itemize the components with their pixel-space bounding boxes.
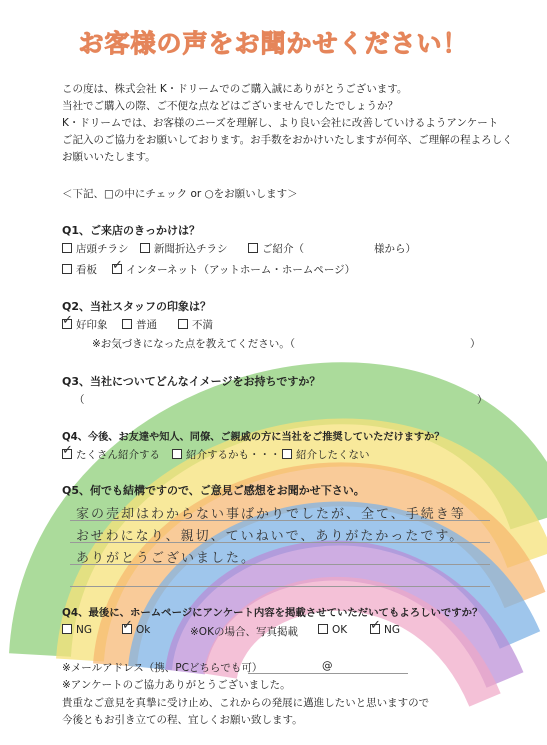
checkbox[interactable] xyxy=(318,624,328,634)
q5-answer-line-2[interactable]: おせわになり、親切、ていねいで、ありがたかったです。 xyxy=(76,529,465,544)
q2-option-normal[interactable] xyxy=(122,317,157,332)
q6-option-ok[interactable] xyxy=(122,624,150,636)
q1-option-flyer[interactable] xyxy=(62,241,129,256)
email-label: ※メールアドレス（携、PCどちらでも可） xyxy=(62,662,263,674)
option-label: ご紹介（ xyxy=(262,243,304,255)
q6-photo-ok[interactable] xyxy=(318,624,347,636)
checkbox-checked[interactable] xyxy=(122,624,132,634)
intro-line-5: お願いいたします。 xyxy=(62,151,156,163)
option-label: たくさん紹介する xyxy=(76,449,160,461)
q3-label: Q3、当社についてどんなイメージをお持ちですか？ xyxy=(62,375,321,388)
page-title: お客様の声をお聞かせください！ xyxy=(78,29,469,58)
email-input-line[interactable] xyxy=(248,673,408,674)
q1-label: Q1、ご来店のきっかけは？ xyxy=(62,224,201,237)
closing-line-2: 今後ともお引き立ての程、宜しくお願い致します。 xyxy=(62,714,303,726)
thanks-note: ※アンケートのご協力ありがとうございました。 xyxy=(62,679,291,691)
q1-option-internet[interactable] xyxy=(112,262,355,277)
q4-option-many[interactable] xyxy=(62,447,160,462)
option-label: NG xyxy=(384,624,400,636)
checkbox-checked[interactable] xyxy=(62,449,72,459)
q2-option-bad[interactable] xyxy=(178,317,213,332)
option-label: 店頭チラシ xyxy=(76,243,129,255)
q1-option-sign[interactable] xyxy=(62,262,97,277)
q4-option-no[interactable] xyxy=(282,447,370,462)
answer-rule xyxy=(70,586,490,587)
q2-note: ※お気づきになった点を教えてください。（ xyxy=(92,338,296,350)
intro-line-1: この度は、株式会社 K・ドリームでのご購入誠にありがとうございます。 xyxy=(62,83,408,95)
q2-label: Q2、当社スタッフの印象は？ xyxy=(62,300,212,313)
checkbox[interactable] xyxy=(62,243,72,253)
option-label: 普通 xyxy=(136,319,157,331)
q5-answer-line-3[interactable]: ありがとうございました。 xyxy=(76,551,257,566)
intro-line-4: ご記入のご協力をお願いしております。お手数をおかけいたしますが何卒、ご理解の程よろしく xyxy=(62,134,513,146)
checkbox[interactable] xyxy=(178,319,188,329)
option-label: 好印象 xyxy=(76,319,108,331)
option-label: 紹介したくない xyxy=(296,449,370,461)
intro-line-3: K・ドリームでは、お客様のニーズを理解し、より良い会社に改善していけるようアンケート xyxy=(62,117,499,129)
instruction: ＜下記、□の中にチェック or ○をお願いします＞ xyxy=(62,188,298,200)
option-label: 不満 xyxy=(192,319,213,331)
checkbox[interactable] xyxy=(172,449,182,459)
option-label: 新聞折込チラシ xyxy=(154,243,228,255)
q5-label: Q5、何でも結構ですので、ご意見ご感想をお聞かせ下さい。 xyxy=(62,484,365,497)
checkbox[interactable] xyxy=(282,449,292,459)
q3-close-paren: ） xyxy=(477,394,488,406)
checkbox-checked[interactable] xyxy=(370,624,380,634)
checkbox[interactable] xyxy=(62,624,72,634)
q6-photo-note: ※OKの場合、写真掲載 xyxy=(190,626,298,638)
q2-option-good[interactable] xyxy=(62,317,108,332)
option-label: Ok xyxy=(136,624,151,636)
option-label: インターネット（アットホーム・ホームページ） xyxy=(126,264,356,276)
checkbox[interactable] xyxy=(248,243,258,253)
checkbox[interactable] xyxy=(140,243,150,253)
option-label: NG xyxy=(76,624,92,636)
q1-referral-suffix: 様から） xyxy=(374,243,416,255)
intro-line-2: 当社でご購入の際、ご不便な点などはございませんでしたでしょうか？ xyxy=(62,100,398,112)
option-label: 看板 xyxy=(76,264,97,276)
option-label: 紹介するかも・・・ xyxy=(186,449,281,461)
q1-option-referral[interactable] xyxy=(248,241,304,256)
closing-line-1: 貴重なご意見を真摯に受け止め、これからの発展に邁進したいと思いますので xyxy=(62,697,430,709)
checkbox[interactable] xyxy=(62,264,72,274)
q4-option-maybe[interactable] xyxy=(172,447,281,462)
checkbox-checked[interactable] xyxy=(112,264,122,274)
q1-option-newspaper[interactable] xyxy=(140,241,228,256)
option-label: OK xyxy=(332,624,348,636)
q5-answer-line-1[interactable]: 家の売却はわからない事ばかりでしたが、全て、手続き等 xyxy=(76,507,466,522)
q4-label: Q4、今後、お友達や知人、同僚、ご親戚の方に当社をご推奨していただけますか？ xyxy=(62,432,445,443)
checkbox-checked[interactable] xyxy=(62,319,72,329)
checkbox[interactable] xyxy=(122,319,132,329)
q3-open-paren: （ xyxy=(74,394,85,406)
q6-option-ng[interactable] xyxy=(62,624,92,636)
email-at-mark: @ xyxy=(322,660,333,672)
q6-photo-ng[interactable] xyxy=(370,624,400,636)
q6-label: Q4、最後に、ホームページにアンケート内容を掲載させていただいてもよろしいですか？ xyxy=(62,607,483,619)
q2-note-end: ） xyxy=(470,338,481,350)
